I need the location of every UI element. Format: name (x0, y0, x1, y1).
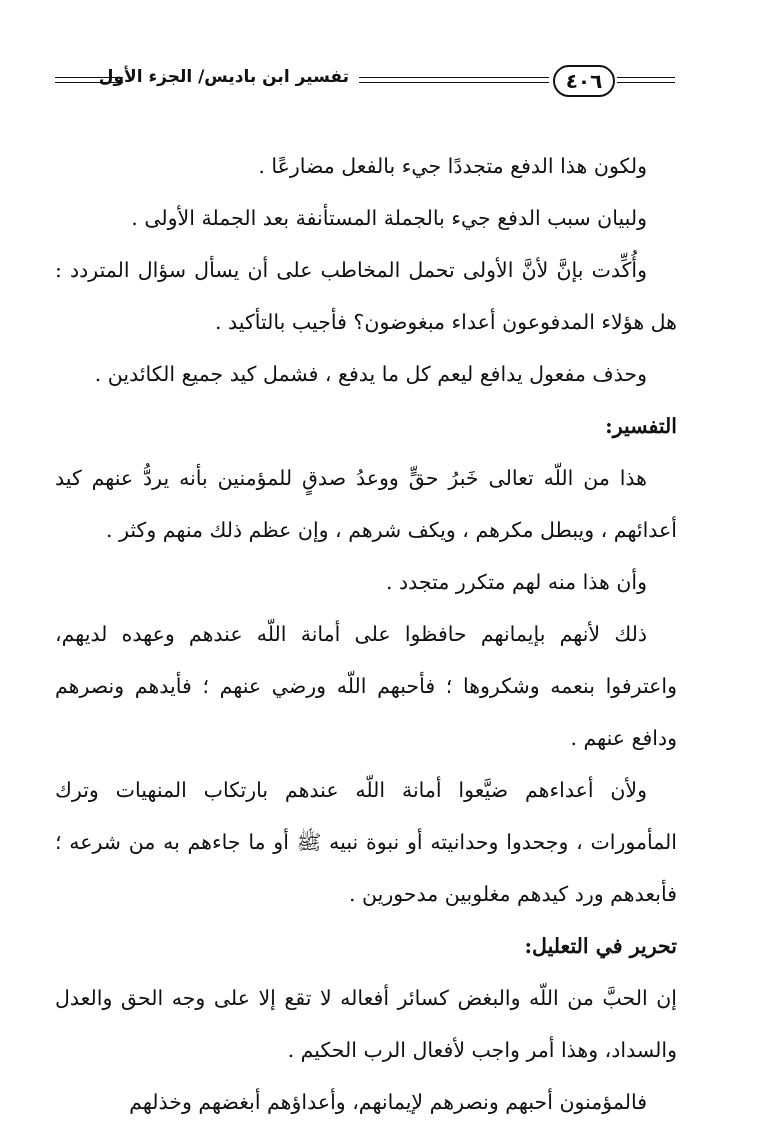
heading-text: التفسير: (605, 414, 677, 438)
page-number: ٤٠٦ (553, 65, 615, 97)
paragraph: ولأن أعداءهم ضيَّعوا أمانة اللّه عندهم بارتكاب المنهيات وترك المأمورات ، وجحدوا وحدانيته أو نبوة نبيه ﷺ أو ما جاءهم به من شرعه ؛ فأبعدهم ورد كيدهم مغلوبين مدحورين . (55, 778, 677, 906)
paragraph: وأن هذا منه لهم متكرر متجدد . (385, 570, 647, 594)
section-heading-tahrir (55, 920, 677, 972)
paragraph: وأُكِّدت بإنَّ لأنَّ الأولى تحمل المخاطب على أن يسأل سؤال المتردد : هل هؤلاء المدفوعون أعداء مبغوضون؟ فأجيب بالتأكيد . (55, 258, 677, 334)
header-rule-middle (359, 77, 549, 83)
section-heading-tafsir (55, 400, 677, 452)
paragraph: فالمؤمنون أحبهم ونصرهم لإيمانهم، وأعداؤهم أبغضهم وخذلهم (129, 1090, 647, 1114)
page-body (55, 140, 677, 1128)
paragraph: ولبيان سبب الدفع جيء بالجملة المستأنفة بعد الجملة الأولى . (131, 206, 647, 230)
paragraph: ولكون هذا الدفع متجددًا جيء بالفعل مضارعًا . (258, 154, 647, 178)
paragraph: هذا من اللّه تعالى خَبرُ حقٍّ ووعدُ صدقٍ للمؤمنين بأنه يردُّ عنهم كيد أعدائهم ، ويبطل مكرهم ، ويكف شرهم ، وإن عظم ذلك منهم وكثر . (55, 466, 677, 542)
header-rule-left (55, 77, 123, 83)
header-rule-right (617, 77, 675, 83)
paragraph: ذلك لأنهم بإيمانهم حافظوا على أمانة اللّه عندهم وعهده لديهم، واعترفوا بنعمه وشكروها ؛ فأحبهم اللّه ورضي عنهم ؛ فأيدهم ونصرهم ودافع عنهم . (55, 622, 677, 750)
heading-text: تحرير في التعليل: (524, 934, 677, 958)
running-title: تفسير ابن باديس/ الجزء الأول (98, 67, 349, 87)
paragraph: إن الحبَّ من اللّه والبغض كسائر أفعاله لا تقع إلا على وجه الحق والعدل والسداد، وهذا أمر واجب لأفعال الرب الحكيم . (55, 986, 677, 1062)
page-header (55, 62, 675, 102)
paragraph: وحذف مفعول يدافع ليعم كل ما يدفع ، فشمل كيد جميع الكائدين . (94, 362, 647, 386)
